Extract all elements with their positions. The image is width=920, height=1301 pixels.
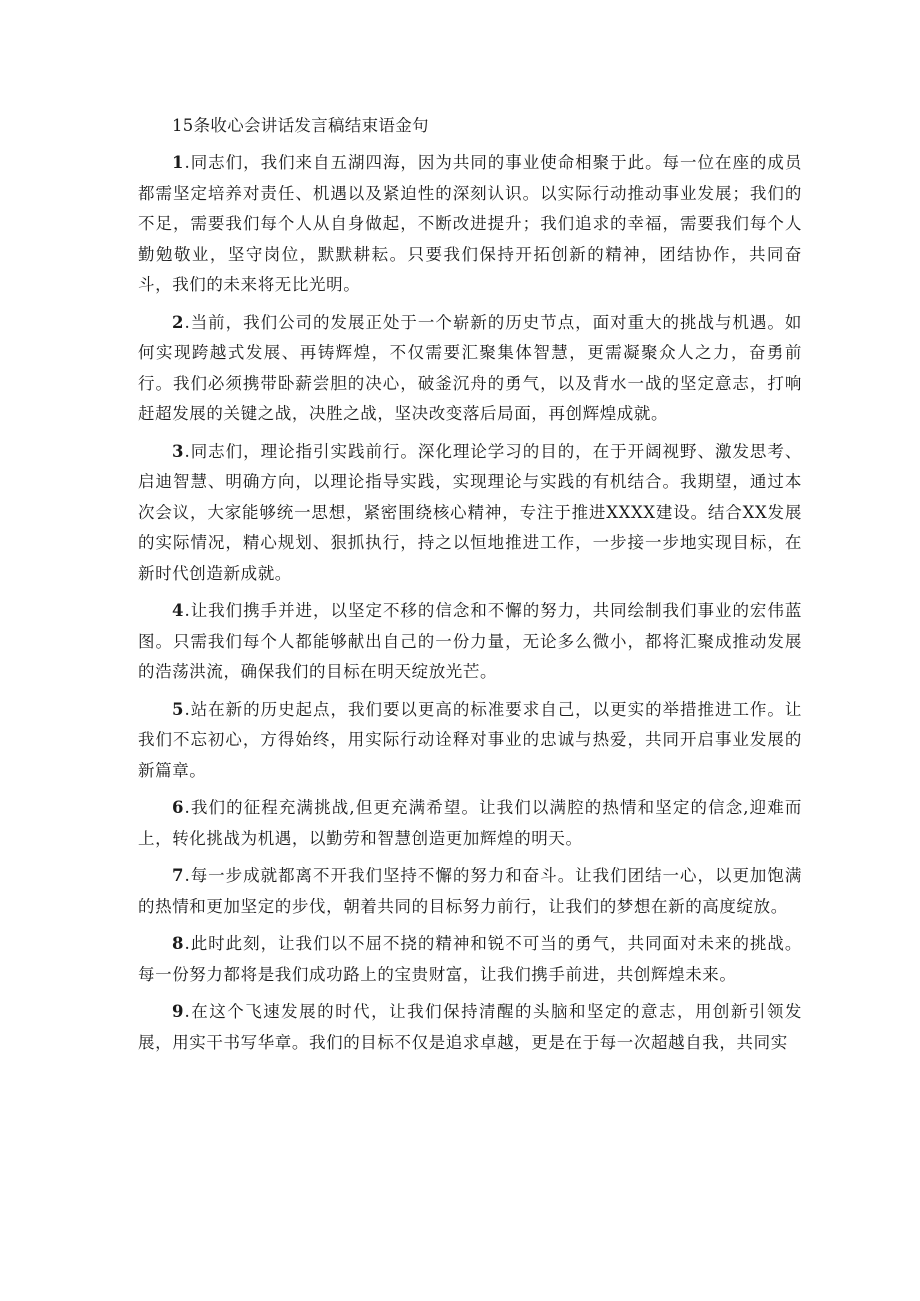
- paragraph-number: 4: [172, 601, 185, 620]
- paragraph-number: 3: [172, 441, 185, 461]
- paragraph-number: 1: [172, 153, 185, 172]
- paragraph-7: [138, 861, 802, 922]
- paragraph-number: 7: [172, 866, 185, 885]
- paragraph-2: [138, 308, 802, 430]
- paragraph-number: 9: [172, 1002, 185, 1021]
- paragraph-text: .站在新的历史起点，我们要以更高的标准要求自己，以更实的举措推进工作。让我们不忘初心，方得始终，用实际行动诠释对事业的忠诚与热爱，共同开启事业发展的新篇章。: [138, 699, 802, 780]
- paragraph-text: .同志们，我们来自五湖四海，因为共同的事业使命相聚于此。每一位在座的成员都需坚定培养对责任、机遇以及紧迫性的深刻认识。以实际行动推动事业发展；我们的不足，需要我们每个人从自身做起，不断改进提升；我们追求的幸福，需要我们每个人勤勉敬业，坚守岗位，默默耕耘。只要我们保持开拓创新的精神，团结协作，共同奋斗，我们的未来将无比光明。: [138, 153, 802, 294]
- paragraph-text: .当前，我们公司的发展正处于一个崭新的历史节点，面对重大的挑战与机遇。如何实现跨越式发展、再铸辉煌，不仅需要汇聚集体智慧，更需凝聚众人之力，奋勇前行。我们必须携带卧薪尝胆的决心，破釜沉舟的勇气，以及背水一战的坚定意志，打响赶超发展的关键之战，决胜之战，坚决改变落后局面，再创辉煌成就。: [138, 312, 802, 423]
- paragraph-text: .让我们携手并进，以坚定不移的信念和不懈的努力，共同绘制我们事业的宏伟蓝图。只需我们每个人都能够献出自己的一份力量，无论多么微小，都将汇聚成推动发展的浩荡洪流，确保我们的目标在明天绽放光芒。: [138, 601, 802, 681]
- document-title: 15条收心会讲话发言稿结束语金句: [172, 116, 429, 135]
- paragraph-number: 2: [172, 312, 185, 332]
- paragraph-number: 5: [172, 699, 185, 719]
- document-body: [138, 112, 802, 1065]
- paragraph-number: 8: [172, 934, 185, 953]
- paragraph-6: [138, 793, 802, 854]
- paragraph-8: [138, 929, 802, 990]
- paragraph-text: .此时此刻，让我们以不屈不挠的精神和锐不可当的勇气，共同面对未来的挑战。每一份努力都将是我们成功路上的宝贵财富，让我们携手前进，共创辉煌未来。: [138, 934, 802, 984]
- paragraph-5: [138, 695, 802, 787]
- paragraph-text: .我们的征程充满挑战,但更充满希望。让我们以满腔的热情和坚定的信念,迎难而上，转化挑战为机遇，以勤劳和智慧创造更加辉煌的明天。: [138, 798, 802, 848]
- paragraph-9: [138, 997, 802, 1058]
- paragraph-number: 6: [172, 798, 185, 817]
- paragraph-3: [138, 437, 802, 590]
- paragraph-1: [138, 148, 802, 301]
- paragraph-text: .同志们，理论指引实践前行。深化理论学习的目的，在于开阔视野、激发思考、启迪智慧、明确方向，以理论指导实践，实现理论与实践的有机结合。我期望，通过本次会议，大家能够统一思想，紧密围绕核心精神，专注于推进XXXX建设。结合XX发展的实际情况，精心规划、狠抓执行，持之以恒地推进工作，一步接一步地实现目标，在新时代创造新成就。: [138, 441, 802, 583]
- paragraph-4: [138, 596, 802, 688]
- paragraph-text: .每一步成就都离不开我们坚持不懈的努力和奋斗。让我们团结一心，以更加饱满的热情和更加坚定的步伐，朝着共同的目标努力前行，让我们的梦想在新的高度绽放。: [138, 866, 802, 916]
- paragraph-text: .在这个飞速发展的时代，让我们保持清醒的头脑和坚定的意志，用创新引领发展，用实干书写华章。我们的目标不仅是追求卓越，更是在于每一次超越自我，共同实: [138, 1002, 802, 1052]
